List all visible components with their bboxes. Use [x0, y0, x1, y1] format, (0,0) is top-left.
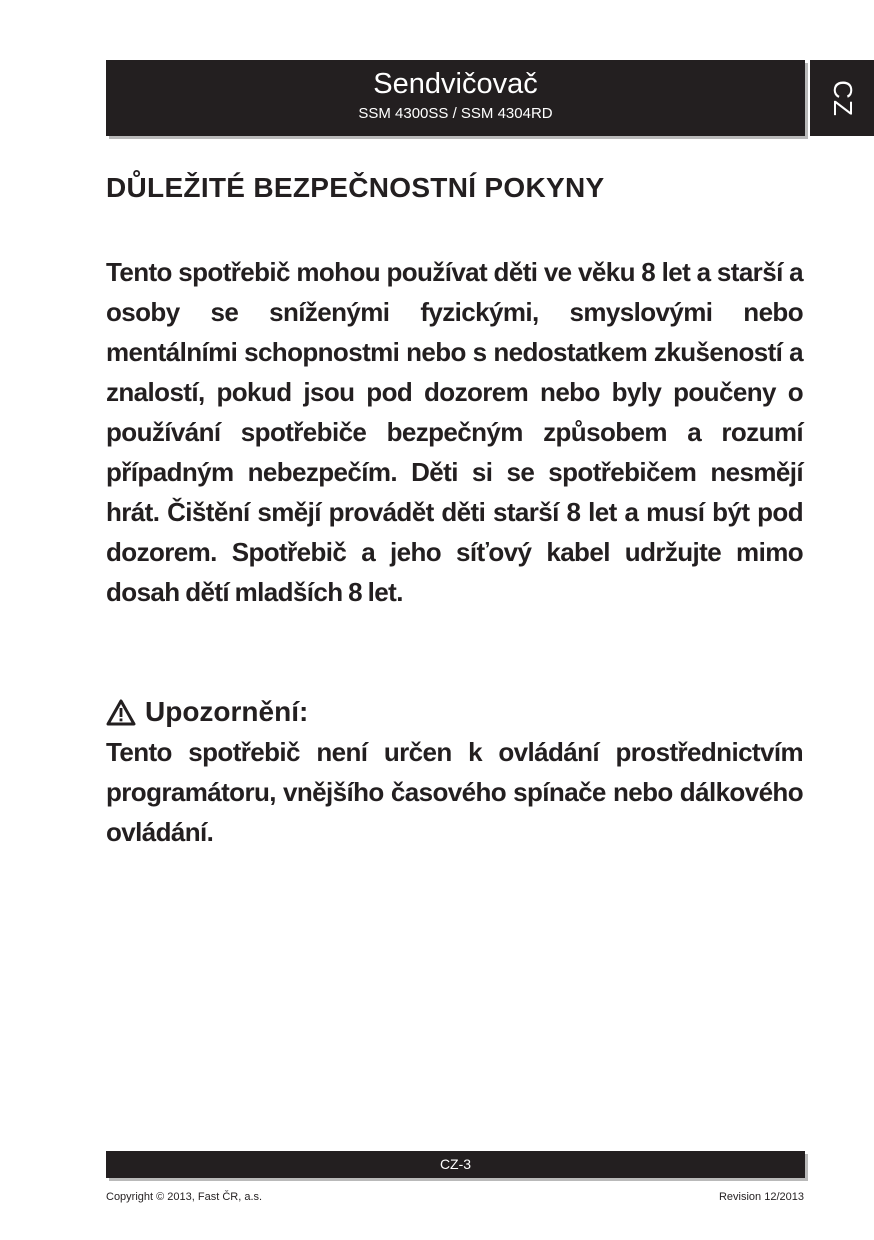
- language-code: CZ: [827, 79, 858, 117]
- page-number: CZ-3: [439, 1156, 472, 1172]
- revision-text: Revision 12/2013: [718, 1191, 804, 1203]
- copyright-text: Copyright © 2013, Fast ČR, a.s.: [106, 1191, 263, 1203]
- section-heading: DŮLEŽITÉ BEZPEČNOSTNÍ POKYNY: [106, 172, 605, 203]
- warning-paragraph: Tento spotřebič není určen k ovládání prostřednictvím programátoru, vnějšího časového spínače nebo dálkového ovládání.: [106, 737, 803, 847]
- warning-title: Upozornění:: [145, 696, 309, 727]
- header-bar: [106, 60, 805, 136]
- safety-paragraph: Tento spotřebič mohou používat děti ve věku 8 let a starší a osoby se sníženými fyzickými, smyslovými nebo mentálními schopnostmi nebo s nedostatkem zkušeností a znalostí, pokud jsou pod dozorem nebo byly poučeny o používání spotřebiče bezpečným způsobem a rozumí případným nebezpečím. Děti si se spotřebičem nesmějí hrát. Čištění smějí provádět děti starší 8 let a musí být pod dozorem. Spotřebič a jeho síťový kabel udržujte mimo dosah dětí mladších 8 let.: [106, 257, 803, 607]
- product-title: Sendvičovač: [373, 68, 538, 100]
- warning-heading: [106, 692, 308, 732]
- model-numbers: SSM 4300SS / SSM 4304RD: [358, 105, 553, 122]
- page-number-bar: [106, 1151, 805, 1178]
- language-tab: [810, 60, 874, 136]
- warning-triangle-icon: [106, 699, 136, 726]
